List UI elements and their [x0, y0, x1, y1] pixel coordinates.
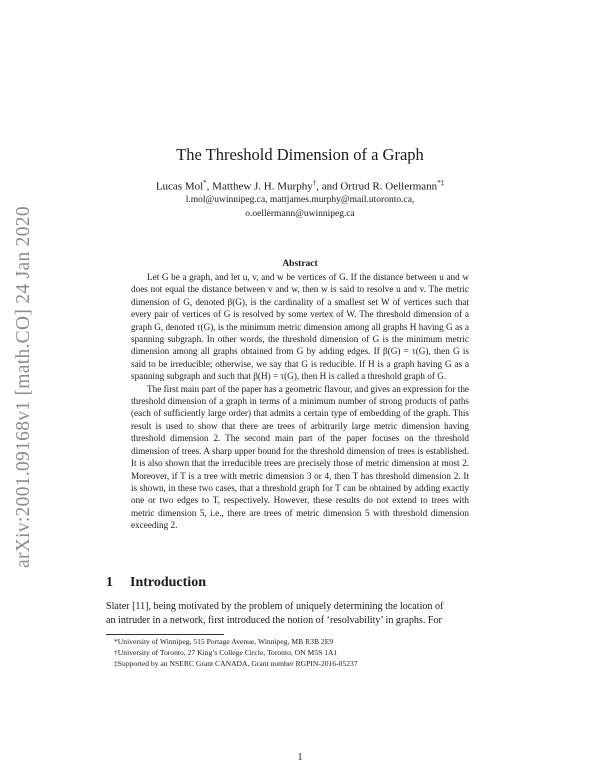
abstract-paragraph: The first main part of the paper has a geometric flavour, and gives an expression for the threshold dimension of a graph in terms of a minimum number of strong products of paths (each of sufficiently large order) that admits a certain type of embedding of the graph. This result is used to show that there are trees of arbitrarily large metric dimension having threshold dimension 2. The second main part of the paper focuses on the threshold dimension of trees. A sharp upper bound for the threshold dimension of trees is established. It is also shown that the irreducible trees are precisely those of metric dimension at most 2. Moreover, if T is a tree with metric dimension 3 or 4, then T has threshold dimension 2. It is shown, in these two cases, that a threshold graph for T can be obtained by adding exactly one or two edges to T, respectively. However, these results do not extend to trees with metric dimension 5, i.e., there are trees of metric dimension 5 with threshold dimension exceeding 2.	[131, 383, 469, 531]
text-line: an intruder in a network, first introduced the notion of ‘resolvability’ in graphs. For	[106, 615, 442, 627]
abstract-body	[131, 271, 469, 532]
abstract-paragraph: Let G be a graph, and let u, v, and w be vertices of G. If the distance between u and w does not equal the distance between v and w, then w is said to resolve u and v. The metric dimension of G, denoted β(G), is the cardinality of a smallest set W of vertices such that every pair of vertices of G is resolved by some vertex of W. The threshold dimension of a graph G, denoted τ(G), is the minimum metric dimension among all graphs H having G as a spanning subgraph. In other words, the threshold dimension of G is the minimum metric dimension among all graphs obtained from G by adding edges. If β(G) = τ(G), then G is said to be irreducible; otherwise, we say that G is reducible. If H is a graph having G as a spanning subgraph and such that β(H) = τ(G), then H is called a threshold graph of G.	[131, 272, 469, 382]
footnote: ‡Supported by an NSERC Grant CANADA, Grant number RGPIN-2016-05237	[114, 659, 358, 669]
section-heading	[106, 575, 206, 591]
arxiv-identifier-stamp: arXiv:2001.09168v1 [math.CO] 24 Jan 2020	[13, 206, 34, 568]
author-email-line: l.mol@uwinnipeg.ca, mattjames.murphy@mail.utoronto.ca,	[185, 195, 415, 205]
author-line: Lucas Mol*, Matthew J. H. Murphy†, and Ortrud R. Oellermann*‡	[155, 179, 445, 193]
author-name: Ortrud R. Oellermann	[340, 180, 438, 193]
footnote-divider	[106, 634, 224, 635]
section-number: 1	[106, 575, 113, 590]
author-name: Matthew J. H. Murphy	[212, 180, 313, 193]
text-line: Slater [11], being motivated by the problem of uniquely determining the location of	[106, 601, 444, 612]
affiliation-mark: †	[312, 179, 317, 187]
affiliation-mark: *	[203, 179, 207, 187]
footnote: *University of Winnipeg, 515 Portage Avenue, Winnipeg, MB R3B 2E9	[114, 637, 334, 646]
page-number: 1	[297, 752, 303, 763]
author-conjunction: and	[321, 180, 338, 193]
author-email-line: o.oellermann@uwinnipeg.ca	[245, 209, 355, 219]
footnotes	[114, 636, 358, 670]
paper-title: The Threshold Dimension of a Graph	[176, 145, 424, 164]
section-title: Introduction	[130, 575, 206, 590]
introduction-text	[106, 600, 496, 628]
abstract-heading: Abstract	[282, 259, 318, 269]
affiliation-mark: *‡	[437, 179, 445, 187]
footnote: †University of Toronto, 27 King’s College Circle, Toronto, ON M5S 1A1	[114, 648, 338, 658]
author-name: Lucas Mol	[155, 180, 204, 193]
